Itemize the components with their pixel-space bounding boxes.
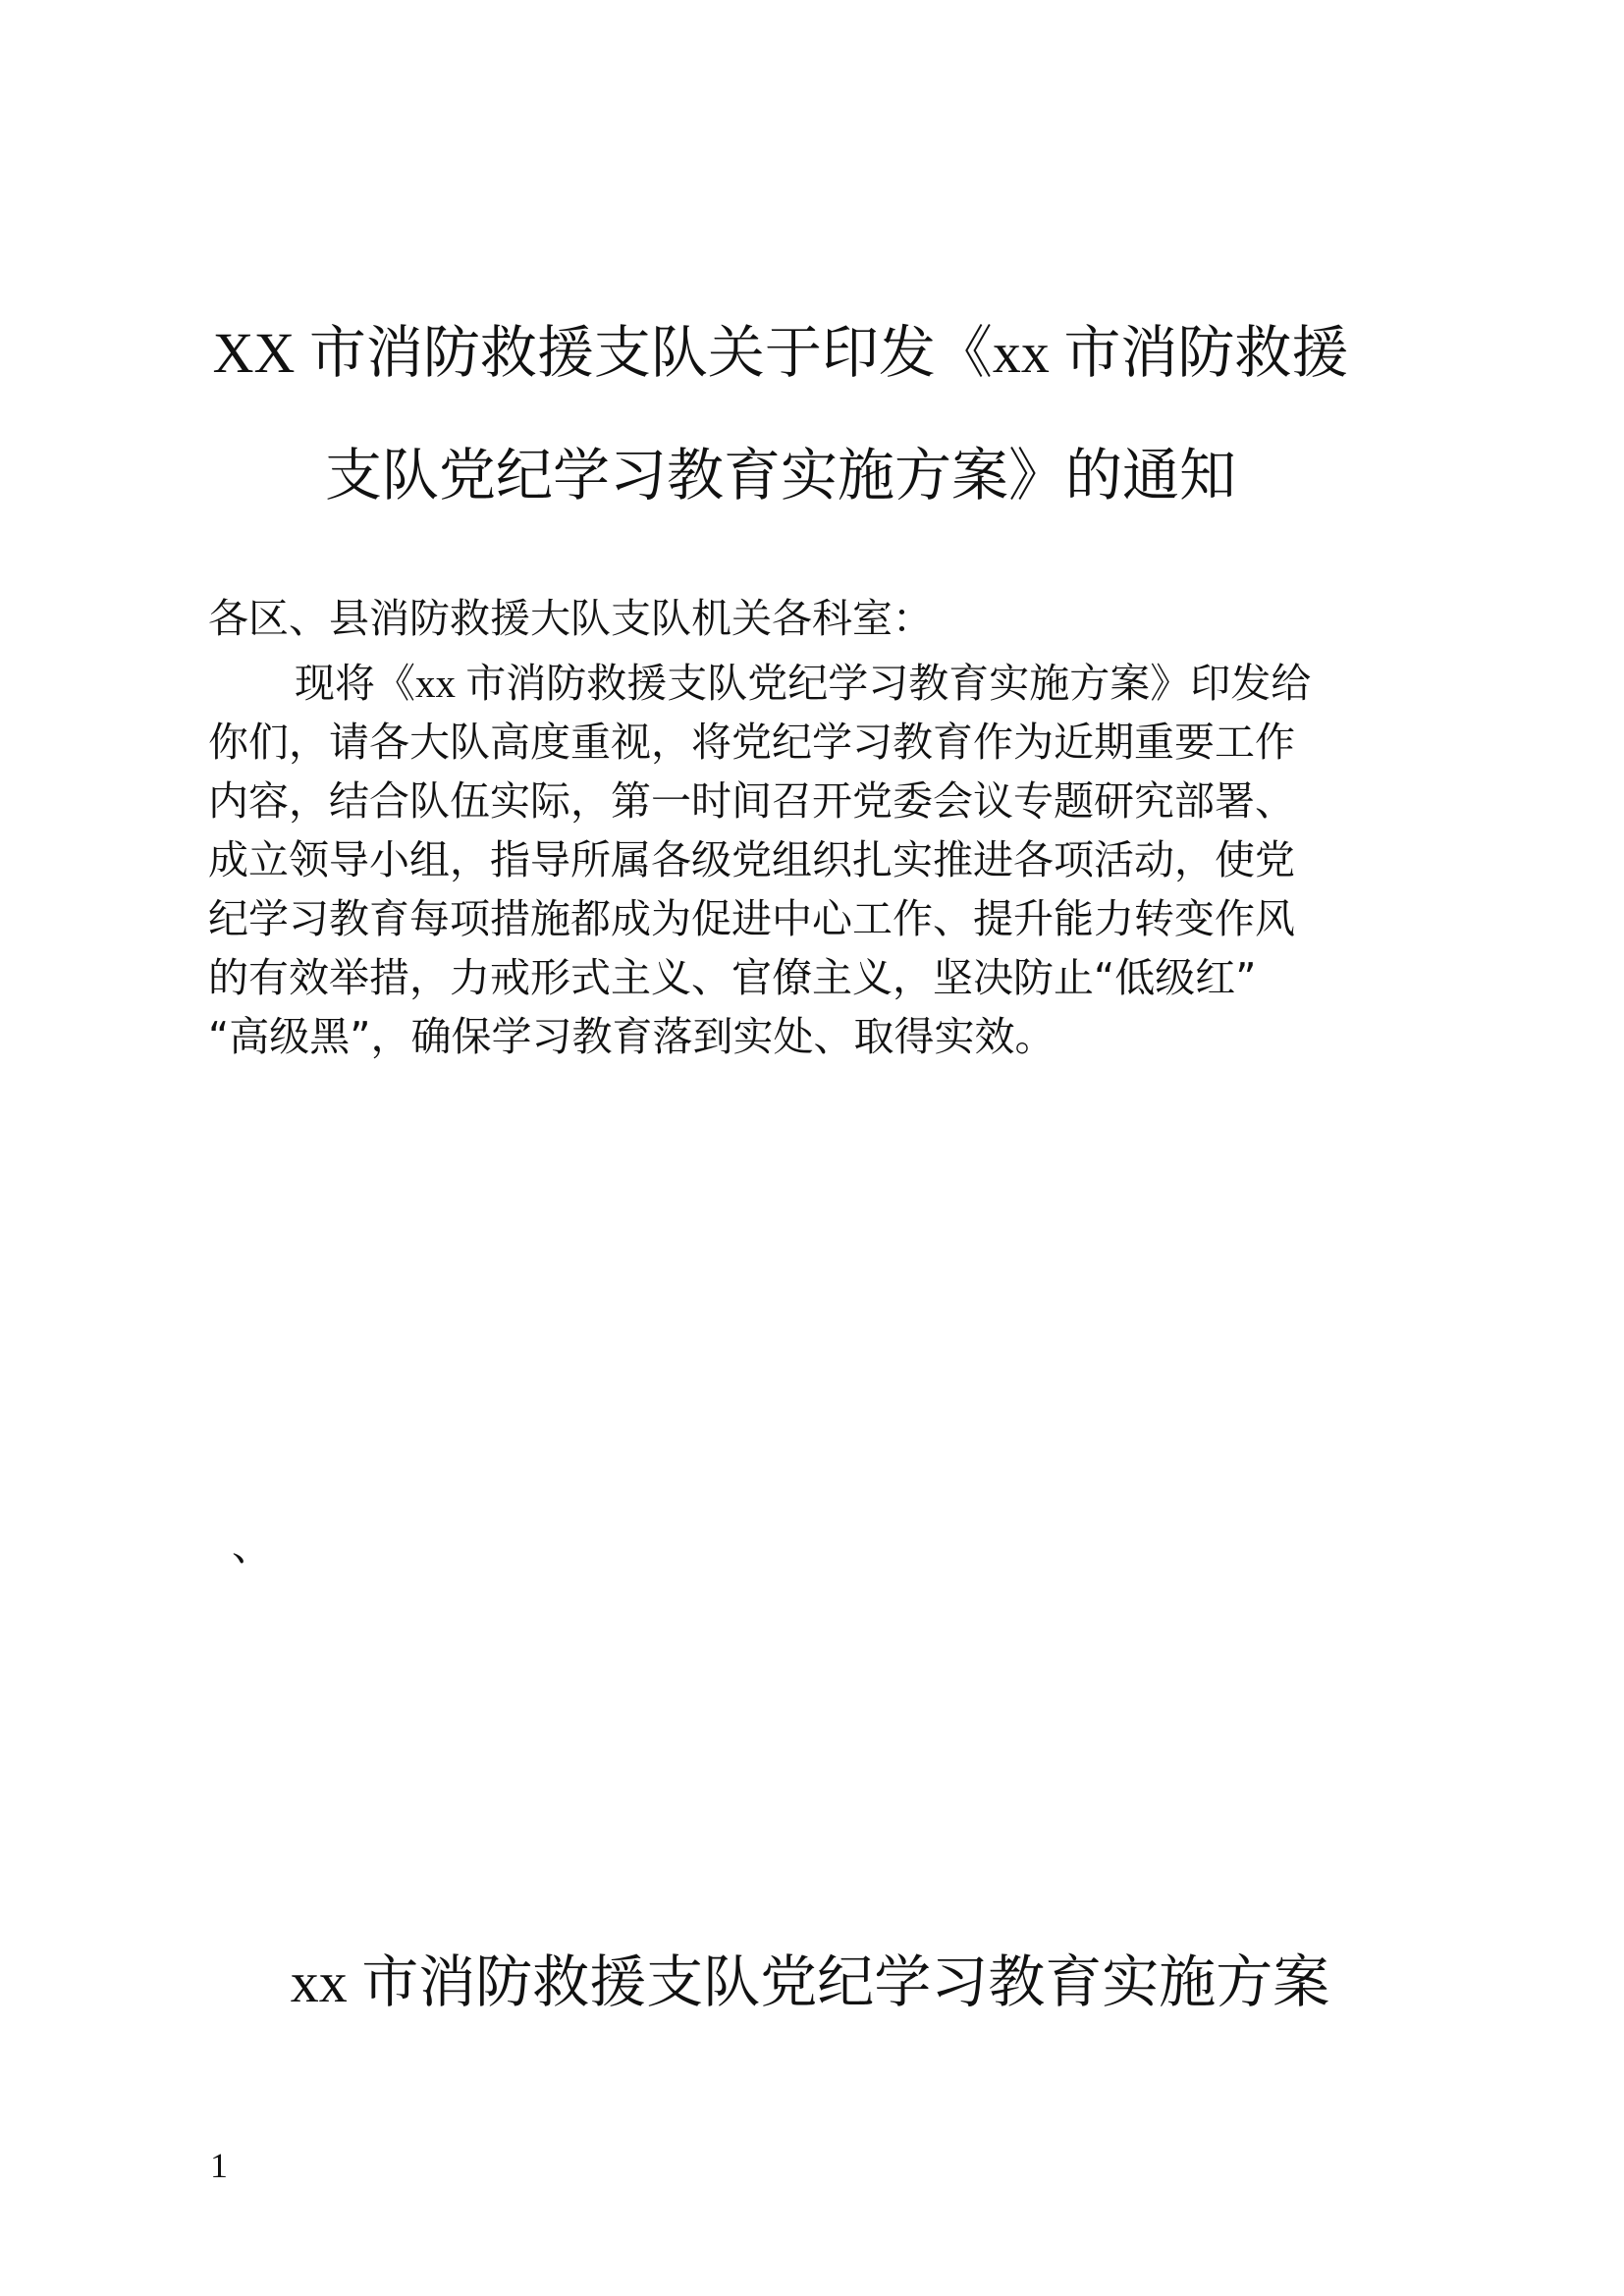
page-number: 1: [210, 2146, 228, 2185]
title-latin-middle: xx: [992, 321, 1064, 385]
notice-title-line-2: 支队党纪学习教育实施方案》的通知: [324, 442, 1236, 508]
body-line-1-post: 市消防救援支队党纪学习教育实施方案》印发给: [465, 660, 1312, 707]
title-latin-prefix: XX: [212, 321, 309, 385]
body-line-2: 你们，请各大队高度重视，将党纪学习教育作为近期重要工作: [208, 719, 1295, 766]
plan-title-text: 市消防救援支队党纪学习教育实施方案: [361, 1949, 1330, 2015]
body-line-1: [295, 660, 1312, 707]
body-line-5: 纪学习教育每项措施都成为促进中心工作、提升能力转变作风: [208, 895, 1295, 942]
body-line-1-pre: 现将《: [295, 660, 415, 707]
title-text-part-1: 市消防救援支队关于印发《: [308, 319, 993, 386]
body-line-7: “高级黑”，确保学习教育落到实处、取得实效。: [208, 1013, 1056, 1060]
body-line-4: 成立领导小组，指导所属各级党组织扎实推进各项活动，使党: [208, 836, 1295, 883]
stray-punctuation: 、: [232, 1522, 272, 1570]
notice-title-line-1: [147, 319, 1414, 386]
plan-title: [147, 1949, 1473, 2015]
body-line-6: 的有效举措，力戒形式主义、官僚主义，坚决防止“低级红”: [208, 954, 1257, 1001]
plan-title-latin: xx: [290, 1950, 362, 2014]
salutation: 各区、县消防救援大队支队机关各科室：: [208, 595, 933, 642]
body-line-3: 内容，结合队伍实际，第一时间召开党委会议专题研究部署、: [208, 777, 1295, 825]
title-text-part-2: 市消防救援: [1063, 319, 1349, 386]
body-line-1-latin: xx: [415, 661, 466, 706]
